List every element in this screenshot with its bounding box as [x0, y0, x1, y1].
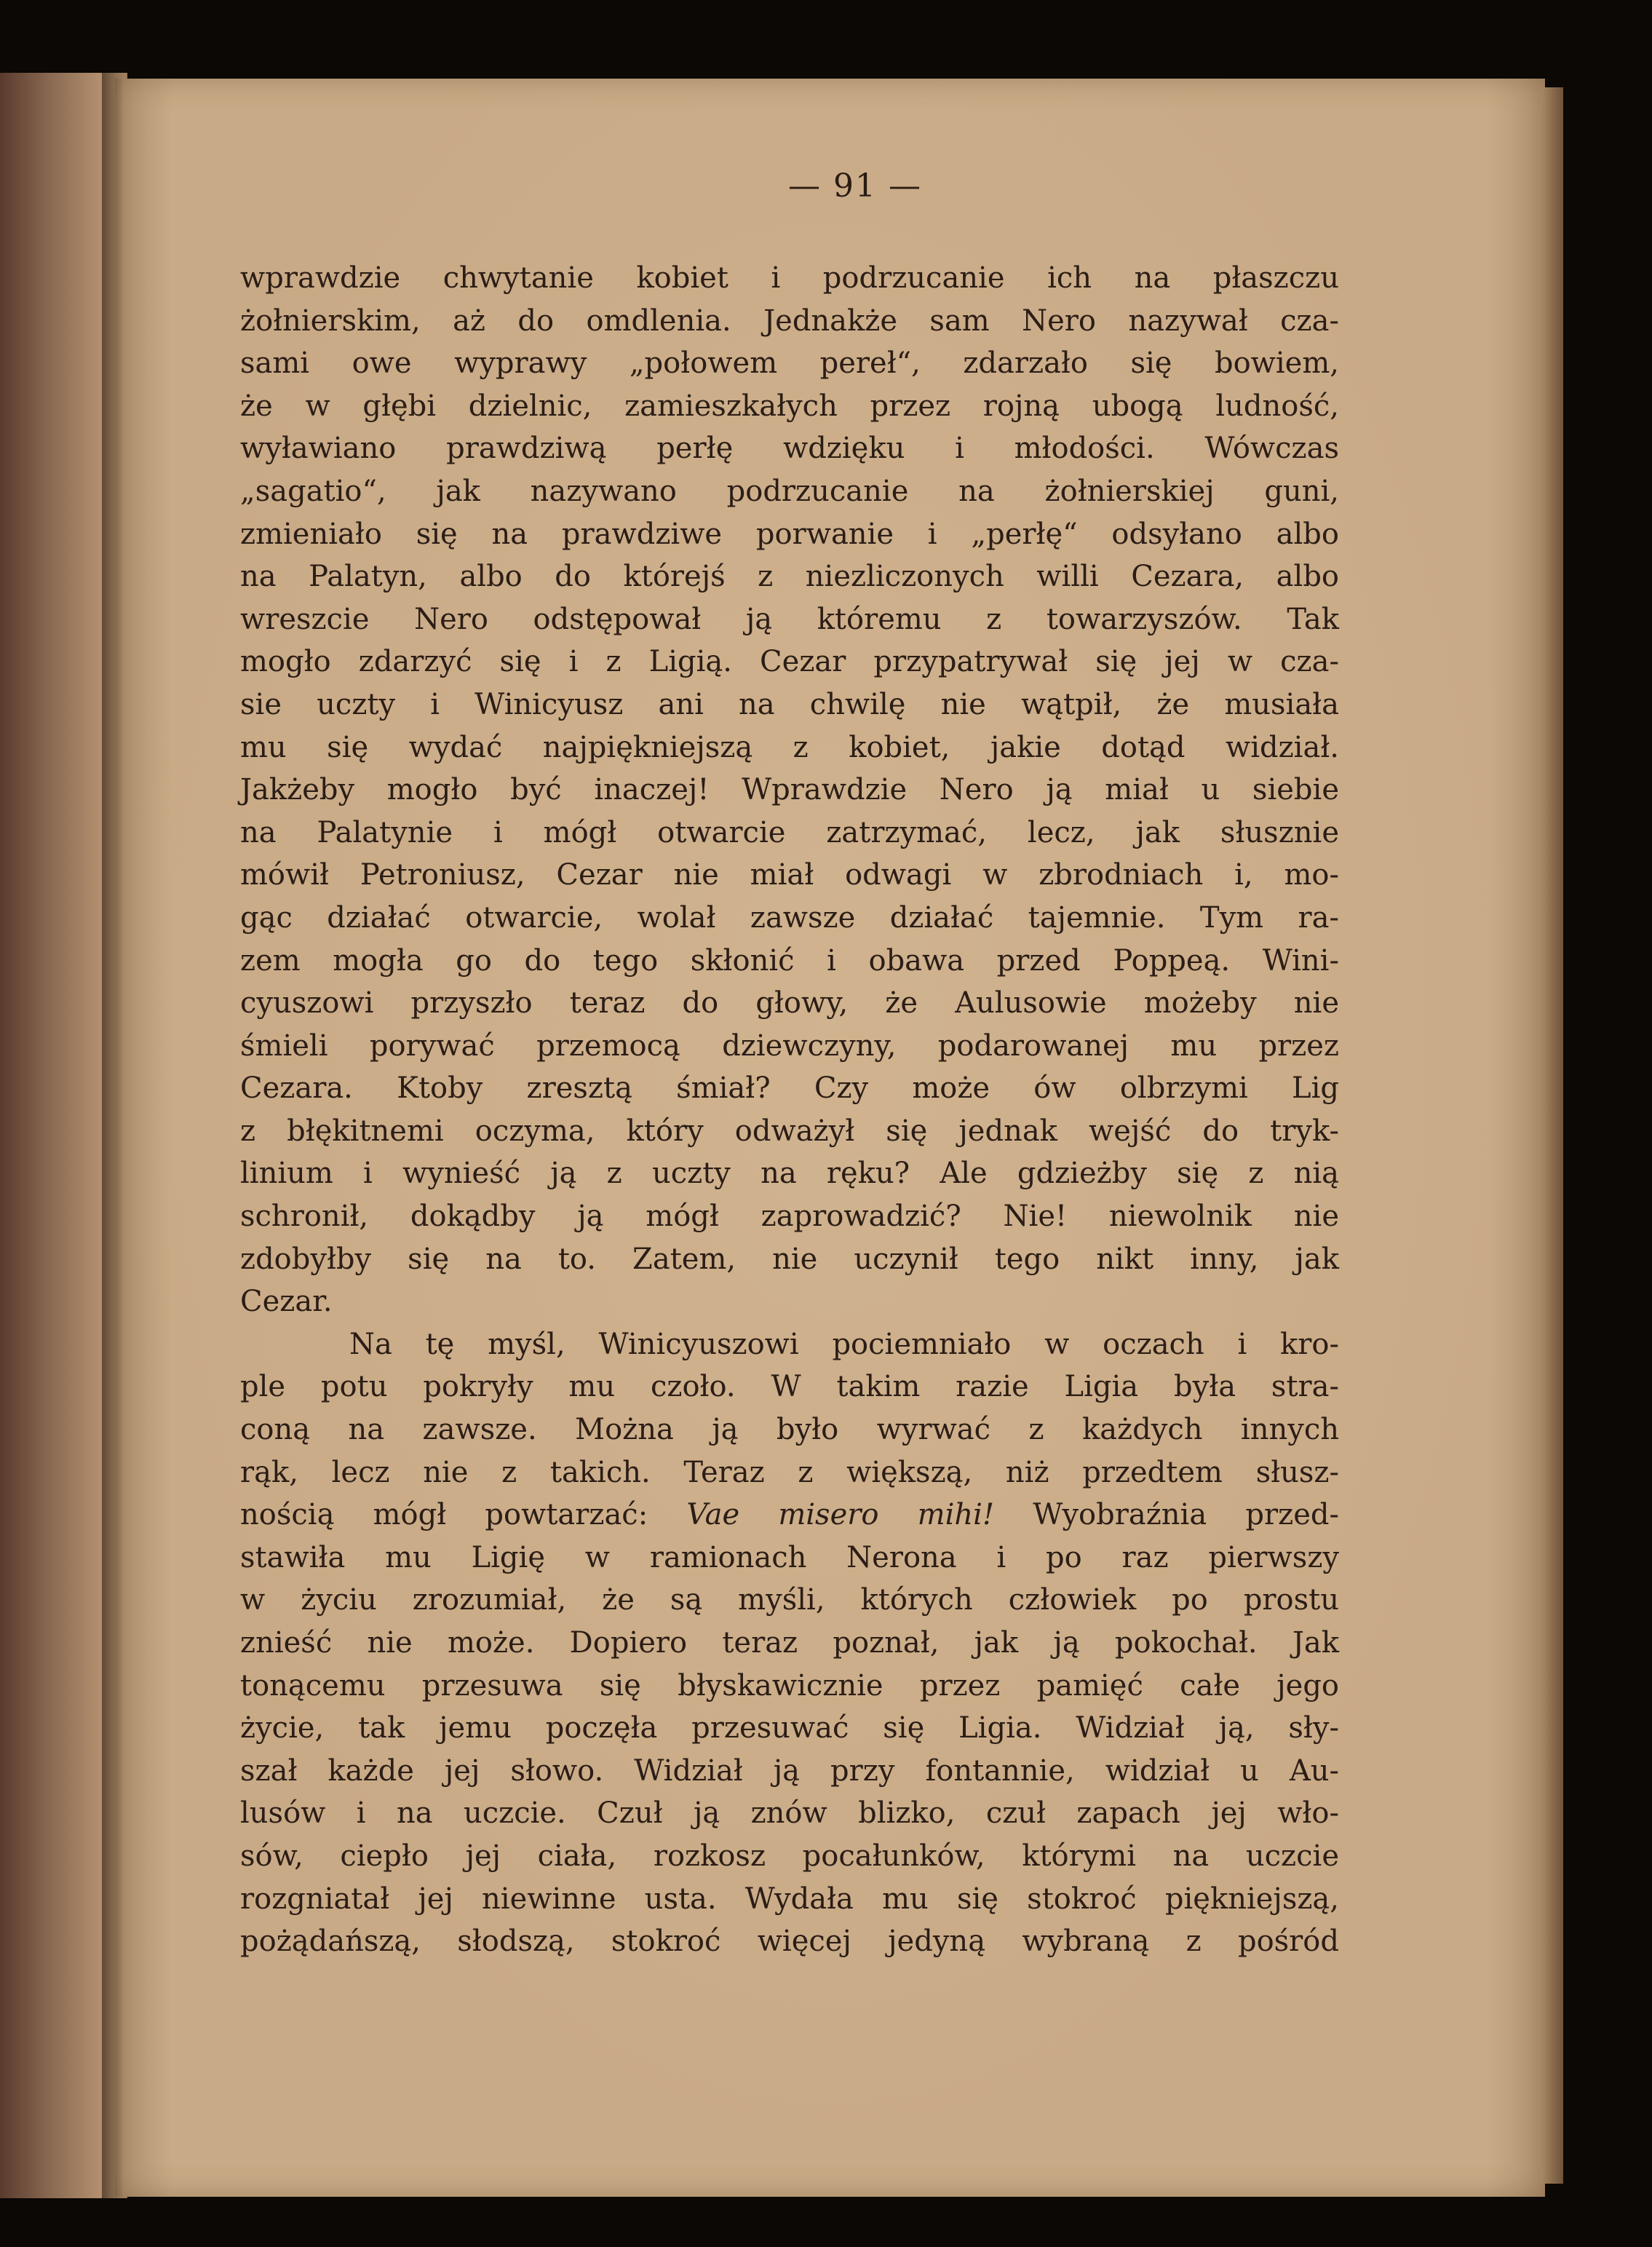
text-line: na Palatynie i mógł otwarcie zatrzymać, lecz, jak słusznie: [240, 815, 1339, 849]
text-line: wprawdzie chwytanie kobiet i podrzucanie ich na płaszczu: [240, 261, 1339, 295]
text-line: zmieniało się na prawdziwe porwanie i „perłę“ odsyłano albo: [240, 517, 1339, 551]
text-line: mu się wydać najpiękniejszą z kobiet, jakie dotąd widział.: [240, 730, 1339, 764]
text-line: pożądańszą, słodszą, stokroć więcej jedyną wybraną z pośród: [240, 1925, 1339, 1959]
text-line: Cezara. Ktoby zresztą śmiał? Czy może ów olbrzymi Lig: [240, 1071, 1339, 1106]
text-line: sie uczty i Winicyusz ani na chwilę nie wątpił, że musiała: [240, 687, 1339, 721]
text-line: stawiła mu Ligię w ramionach Nerona i po raz pierwszy: [240, 1540, 1339, 1574]
text-line-with-latin-phrase: [240, 1494, 1339, 1537]
text-line: zem mogła go do tego skłonić i obawa przed Poppeą. Wini-: [240, 943, 1339, 978]
text-line: rąk, lecz nie z takich. Teraz z większą, niż przedtem słusz-: [240, 1455, 1339, 1489]
text-line: że w głębi dzielnic, zamieszkałych przez rojną ubogą ludność,: [240, 389, 1339, 423]
text-line: życie, tak jemu poczęła przesuwać się Ligia. Widział ją, sły-: [240, 1711, 1339, 1745]
text-line: schronił, dokądby ją mógł zaprowadzić? Nie! niewolnik nie: [240, 1200, 1339, 1234]
right-page-edge: [1541, 87, 1563, 2184]
text-line: gąc działać otwarcie, wolał zawsze działać tajemnie. Tym ra-: [240, 900, 1339, 935]
text-line: Jakżeby mogło być inaczej! Wprawdzie Nero ją miał u siebie: [240, 773, 1339, 807]
text-segment: nością mógł powtarzać:: [240, 1498, 687, 1532]
text-line: żołnierskim, aż do omdlenia. Jednakże sam Nero nazywał cza-: [240, 304, 1339, 338]
text-line: sami owe wyprawy „połowem pereł“, zdarzało się bowiem,: [240, 346, 1339, 381]
text-line: mogło zdarzyć się i z Ligią. Cezar przypatrywał się jej w cza-: [240, 645, 1339, 679]
spine-shadow: [102, 73, 124, 2198]
latin-phrase: Vae misero mihi!: [686, 1498, 995, 1532]
text-line: „sagatio“, jak nazywano podrzucanie na żołnierskiej guni,: [240, 474, 1339, 508]
body-text: [240, 257, 1339, 1963]
text-line: śmieli porywać przemocą dziewczyny, podarowanej mu przez: [240, 1029, 1339, 1063]
text-line: zdobyłby się na to. Zatem, nie uczynił tego nikt inny, jak: [240, 1242, 1339, 1276]
text-line: w życiu zrozumiał, że są myśli, których człowiek po prostu: [240, 1583, 1339, 1617]
text-line: lusów i na uczcie. Czuł ją znów blizko, czuł zapach jej wło-: [240, 1796, 1339, 1831]
text-line: z błękitnemi oczyma, który odważył się jednak wejść do tryk-: [240, 1114, 1339, 1148]
page-number: — 91 —: [788, 167, 922, 205]
text-line: szał każde jej słowo. Widział ją przy fontannie, widział u Au-: [240, 1753, 1339, 1788]
text-line: linium i wynieść ją z uczty na ręku? Ale gdzieżby się z nią: [240, 1157, 1339, 1191]
text-line: Cezar.: [240, 1285, 333, 1319]
text-line: rozgniatał jej niewinne usta. Wydała mu się stokroć piękniejszą,: [240, 1882, 1339, 1916]
text-line: coną na zawsze. Można ją było wyrwać z każdych innych: [240, 1413, 1339, 1447]
text-segment: Wyobraźnia przed-: [994, 1498, 1339, 1532]
text-line: ple potu pokryły mu czoło. W takim razie Ligia była stra-: [240, 1370, 1339, 1404]
text-line: wreszcie Nero odstępował ją któremu z towarzyszów. Tak: [240, 602, 1339, 636]
text-line: Na tę myśl, Winicyuszowi pociemniało w oczach i kro-: [349, 1327, 1339, 1361]
text-line: tonącemu przesuwa się błyskawicznie przez pamięć całe jego: [240, 1668, 1339, 1703]
text-line: na Palatyn, albo do którejś z niezliczonych willi Cezara, albo: [240, 560, 1339, 594]
text-line: mówił Petroniusz, Cezar nie miał odwagi w zbrodniach i, mo-: [240, 858, 1339, 892]
text-line: cyuszowi przyszło teraz do głowy, że Aulusowie możeby nie: [240, 986, 1339, 1021]
text-line: wyławiano prawdziwą perłę wdzięku i młodości. Wówczas: [240, 432, 1339, 466]
text-line: znieść nie może. Dopiero teraz poznał, jak ją pokochał. Jak: [240, 1626, 1339, 1660]
text-line: sów, ciepło jej ciała, rozkosz pocałunków, którymi na uczcie: [240, 1839, 1339, 1873]
